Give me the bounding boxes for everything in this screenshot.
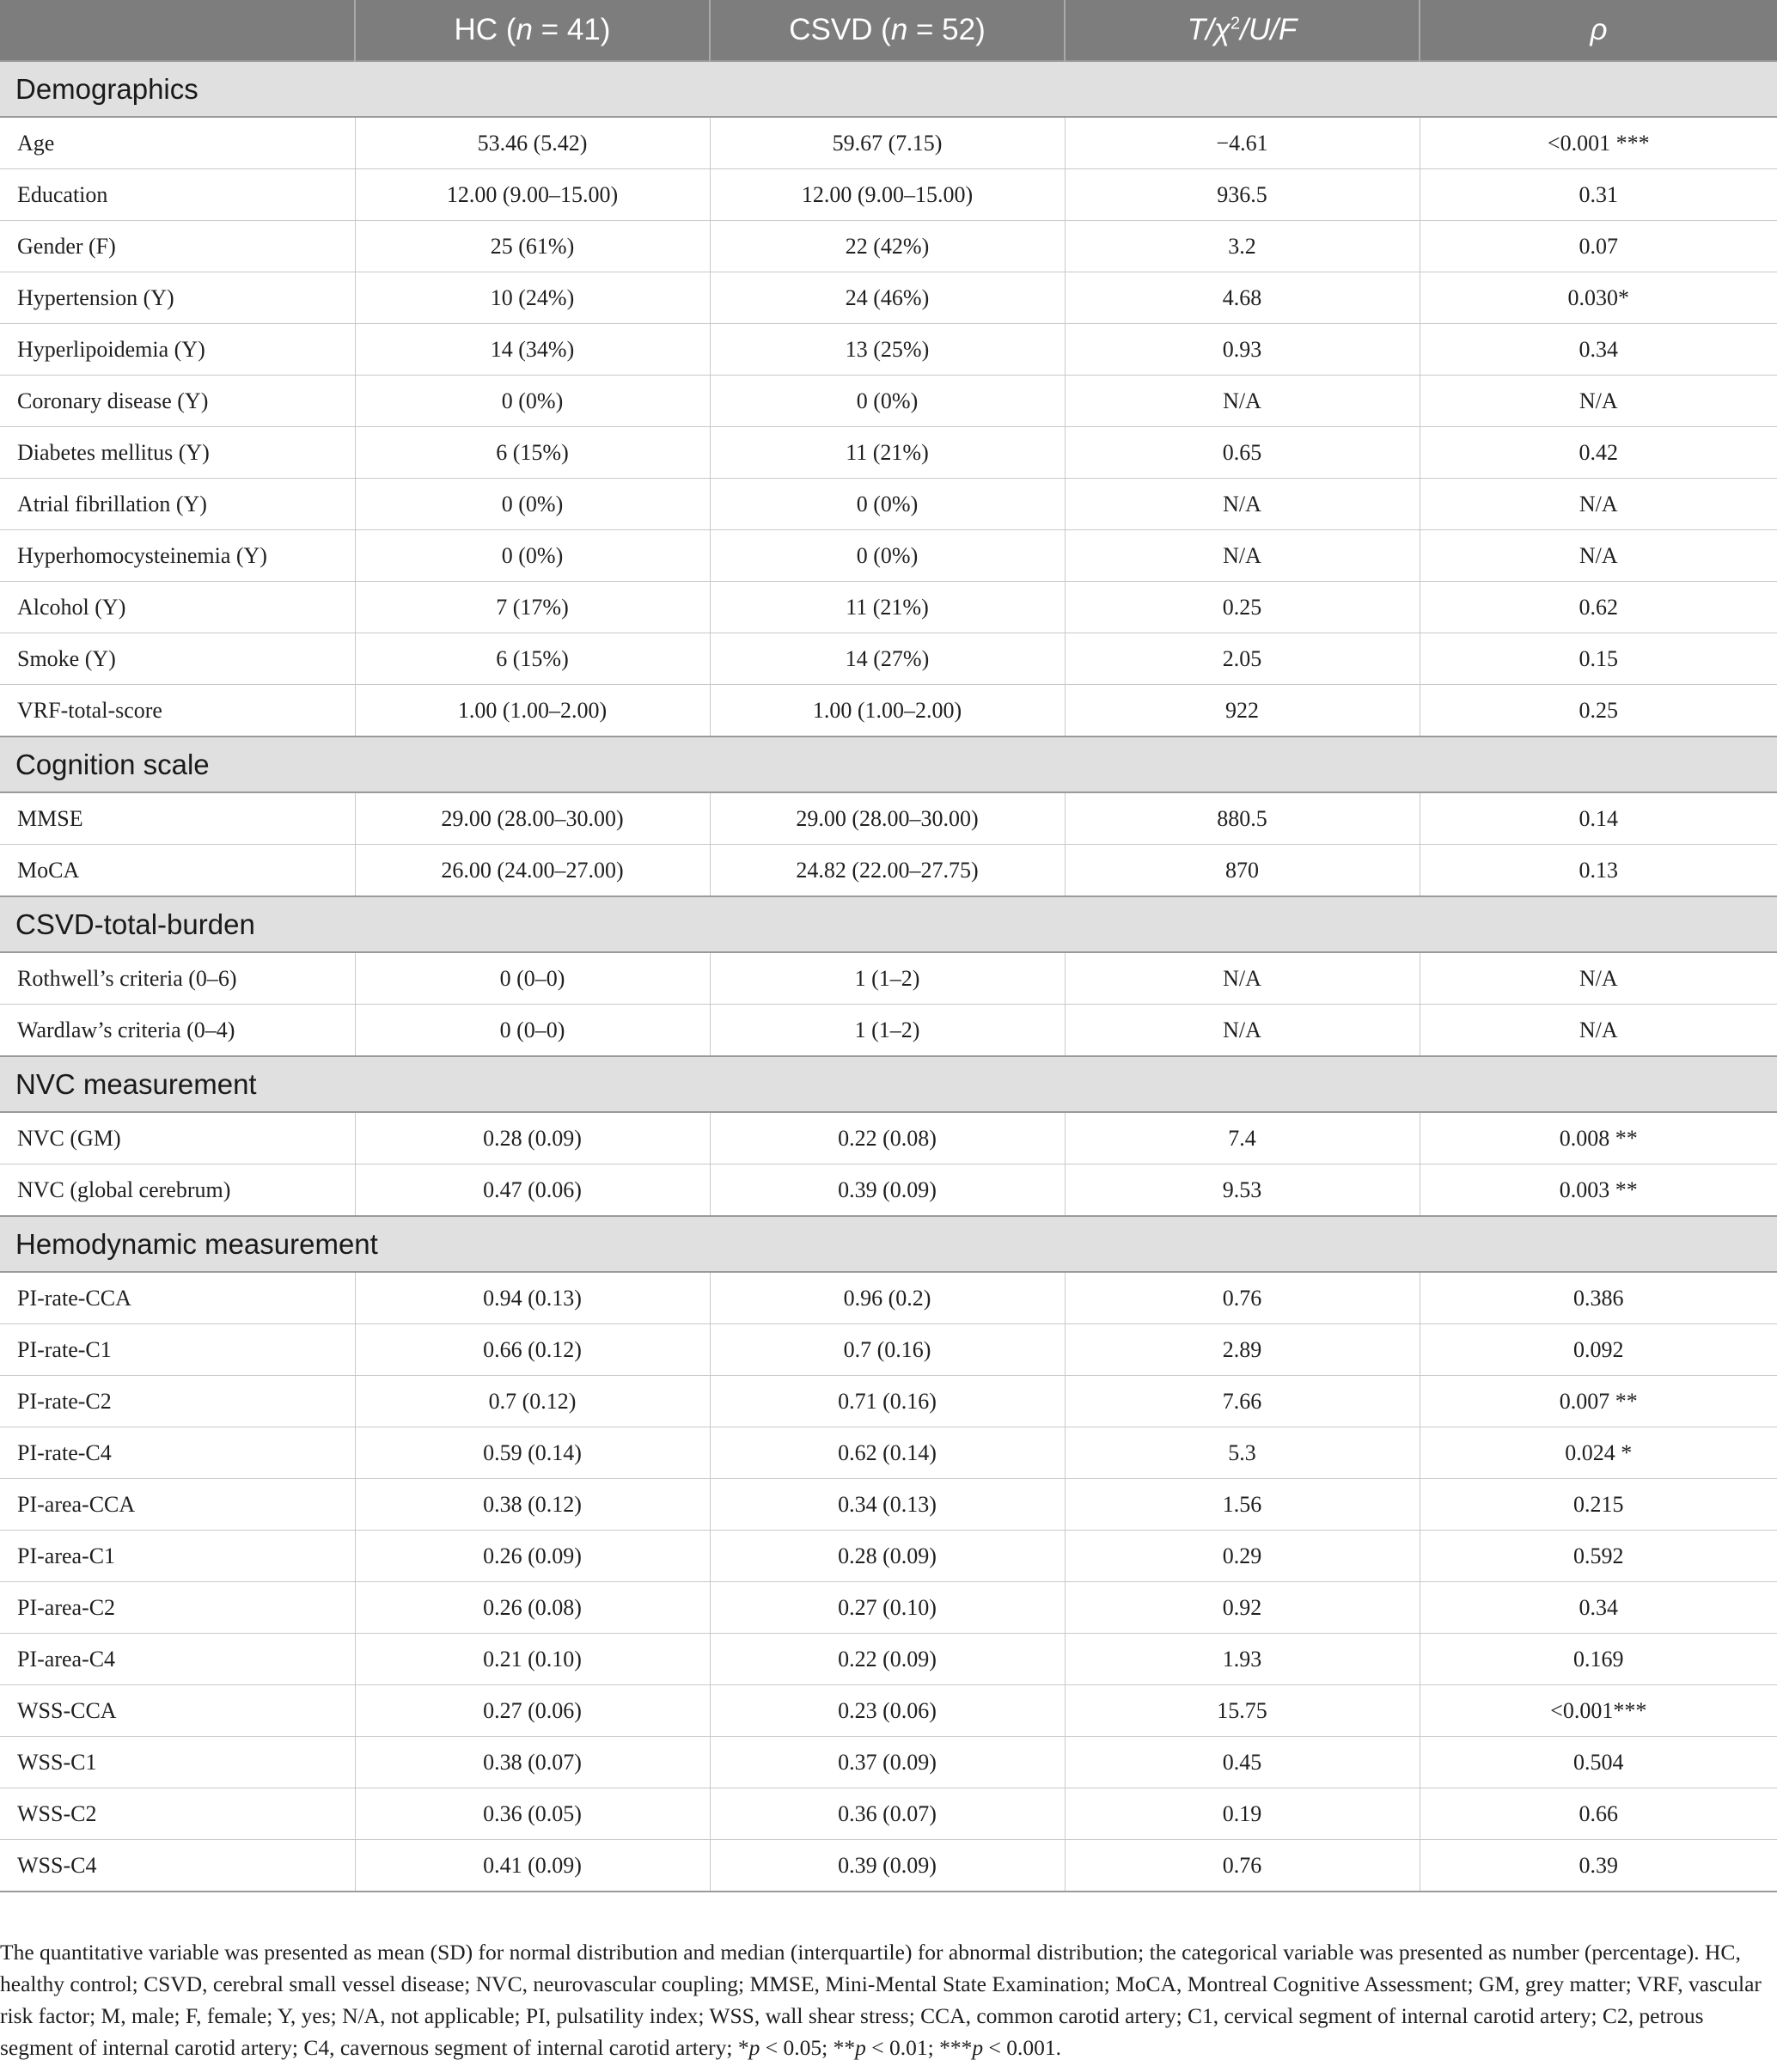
statistic-cell: N/A [1065, 530, 1420, 582]
p-value-cell: 0.007 ** [1420, 1376, 1777, 1427]
header-csvd: CSVD (n = 52) [710, 0, 1065, 61]
hc-value-cell: 25 (61%) [355, 221, 710, 272]
variable-cell: VRF-total-score [0, 685, 355, 737]
p-value-cell: N/A [1420, 530, 1777, 582]
p-value-cell: 0.092 [1420, 1324, 1777, 1376]
variable-cell: MMSE [0, 792, 355, 845]
variable-cell: NVC (GM) [0, 1112, 355, 1164]
variable-cell: PI-area-C1 [0, 1531, 355, 1582]
csvd-value-cell: 29.00 (28.00–30.00) [710, 792, 1065, 845]
table-row [0, 1324, 1777, 1376]
variable-cell: Rothwell’s criteria (0–6) [0, 952, 355, 1005]
statistic-cell: 0.76 [1065, 1272, 1420, 1324]
section-header-row [0, 1056, 1777, 1112]
statistic-cell: 936.5 [1065, 169, 1420, 221]
hc-value-cell: 0 (0%) [355, 376, 710, 427]
header-p-value: ρ [1420, 0, 1777, 61]
variable-cell: NVC (global cerebrum) [0, 1164, 355, 1217]
csvd-value-cell: 24 (46%) [710, 272, 1065, 324]
csvd-value-cell: 0.27 (0.10) [710, 1582, 1065, 1634]
csvd-value-cell: 0.39 (0.09) [710, 1164, 1065, 1217]
csvd-value-cell: 0.62 (0.14) [710, 1427, 1065, 1479]
p-value-cell: 0.030* [1420, 272, 1777, 324]
table-row [0, 792, 1777, 845]
p-value-cell: 0.14 [1420, 792, 1777, 845]
hc-value-cell: 6 (15%) [355, 427, 710, 479]
csvd-value-cell: 0.71 (0.16) [710, 1376, 1065, 1427]
statistic-cell: 9.53 [1065, 1164, 1420, 1217]
section-title: Hemodynamic measurement [0, 1216, 1777, 1272]
section-header-row [0, 737, 1777, 792]
statistic-cell: 0.25 [1065, 582, 1420, 633]
table-row [0, 1531, 1777, 1582]
variable-cell: PI-rate-C4 [0, 1427, 355, 1479]
csvd-value-cell: 1.00 (1.00–2.00) [710, 685, 1065, 737]
variable-cell: Coronary disease (Y) [0, 376, 355, 427]
hc-value-cell: 14 (34%) [355, 324, 710, 376]
variable-cell: PI-area-CCA [0, 1479, 355, 1531]
hc-value-cell: 1.00 (1.00–2.00) [355, 685, 710, 737]
csvd-value-cell: 0.34 (0.13) [710, 1479, 1065, 1531]
table-row [0, 1272, 1777, 1324]
table-row [0, 952, 1777, 1005]
statistic-cell: 1.93 [1065, 1634, 1420, 1685]
statistic-cell: N/A [1065, 1005, 1420, 1057]
statistic-cell: 0.29 [1065, 1531, 1420, 1582]
section-title: NVC measurement [0, 1056, 1777, 1112]
statistic-cell: 0.65 [1065, 427, 1420, 479]
table-row [0, 221, 1777, 272]
p-value-cell: 0.008 ** [1420, 1112, 1777, 1164]
statistic-cell: 880.5 [1065, 792, 1420, 845]
statistic-cell: 0.45 [1065, 1737, 1420, 1788]
hc-value-cell: 0.38 (0.12) [355, 1479, 710, 1531]
statistic-cell: 15.75 [1065, 1685, 1420, 1737]
header-hc: HC (n = 41) [355, 0, 710, 61]
table-row [0, 1164, 1777, 1217]
variable-cell: PI-rate-C1 [0, 1324, 355, 1376]
table-row [0, 1582, 1777, 1634]
hc-value-cell: 0.41 (0.09) [355, 1840, 710, 1892]
csvd-value-cell: 0.96 (0.2) [710, 1272, 1065, 1324]
variable-cell: WSS-C1 [0, 1737, 355, 1788]
p-value-cell: 0.07 [1420, 221, 1777, 272]
statistic-cell: 922 [1065, 685, 1420, 737]
hc-value-cell: 0.59 (0.14) [355, 1427, 710, 1479]
hc-value-cell: 6 (15%) [355, 633, 710, 685]
csvd-value-cell: 0.23 (0.06) [710, 1685, 1065, 1737]
p-value-cell: 0.592 [1420, 1531, 1777, 1582]
p-value-cell: 0.39 [1420, 1840, 1777, 1892]
hc-value-cell: 0.26 (0.09) [355, 1531, 710, 1582]
variable-cell: WSS-C2 [0, 1788, 355, 1840]
csvd-value-cell: 14 (27%) [710, 633, 1065, 685]
section-title: CSVD-total-burden [0, 896, 1777, 952]
table-row [0, 1376, 1777, 1427]
p-value-cell: <0.001 *** [1420, 117, 1777, 169]
variable-cell: PI-rate-C2 [0, 1376, 355, 1427]
csvd-value-cell: 22 (42%) [710, 221, 1065, 272]
csvd-value-cell: 24.82 (22.00–27.75) [710, 845, 1065, 897]
hc-value-cell: 0.66 (0.12) [355, 1324, 710, 1376]
variable-cell: Education [0, 169, 355, 221]
p-value-cell: 0.024 * [1420, 1427, 1777, 1479]
variable-cell: WSS-CCA [0, 1685, 355, 1737]
hc-value-cell: 10 (24%) [355, 272, 710, 324]
csvd-value-cell: 13 (25%) [710, 324, 1065, 376]
statistic-cell: N/A [1065, 376, 1420, 427]
statistic-cell: 0.19 [1065, 1788, 1420, 1840]
variable-cell: Gender (F) [0, 221, 355, 272]
hc-value-cell: 0.21 (0.10) [355, 1634, 710, 1685]
hc-value-cell: 0.38 (0.07) [355, 1737, 710, 1788]
table-row [0, 376, 1777, 427]
statistic-cell: 7.4 [1065, 1112, 1420, 1164]
table-row [0, 1005, 1777, 1057]
variable-cell: Smoke (Y) [0, 633, 355, 685]
statistic-cell: 0.93 [1065, 324, 1420, 376]
variable-cell: Diabetes mellitus (Y) [0, 427, 355, 479]
table-row [0, 1634, 1777, 1685]
table-row [0, 1427, 1777, 1479]
p-value-cell: 0.34 [1420, 1582, 1777, 1634]
variable-cell: PI-area-C2 [0, 1582, 355, 1634]
variable-cell: Hyperlipoidemia (Y) [0, 324, 355, 376]
variable-cell: Wardlaw’s criteria (0–4) [0, 1005, 355, 1057]
statistic-cell: 1.56 [1065, 1479, 1420, 1531]
csvd-value-cell: 0.22 (0.08) [710, 1112, 1065, 1164]
variable-cell: Age [0, 117, 355, 169]
csvd-value-cell: 11 (21%) [710, 427, 1065, 479]
table-row [0, 845, 1777, 897]
p-value-cell: N/A [1420, 376, 1777, 427]
variable-cell: Alcohol (Y) [0, 582, 355, 633]
hc-value-cell: 0 (0–0) [355, 1005, 710, 1057]
table-row [0, 1737, 1777, 1788]
p-value-cell: 0.169 [1420, 1634, 1777, 1685]
variable-cell: WSS-C4 [0, 1840, 355, 1892]
csvd-value-cell: 0 (0%) [710, 376, 1065, 427]
statistic-cell: 0.92 [1065, 1582, 1420, 1634]
section-title: Demographics [0, 61, 1777, 117]
hc-value-cell: 0.28 (0.09) [355, 1112, 710, 1164]
csvd-value-cell: 0.37 (0.09) [710, 1737, 1065, 1788]
hc-value-cell: 0 (0%) [355, 479, 710, 530]
table-row [0, 272, 1777, 324]
table-row [0, 1788, 1777, 1840]
header-row [0, 0, 1777, 61]
section-header-row [0, 61, 1777, 117]
csvd-value-cell: 0.36 (0.07) [710, 1788, 1065, 1840]
statistic-cell: 2.89 [1065, 1324, 1420, 1376]
hc-value-cell: 0.7 (0.12) [355, 1376, 710, 1427]
csvd-value-cell: 1 (1–2) [710, 952, 1065, 1005]
table-row [0, 427, 1777, 479]
hc-value-cell: 29.00 (28.00–30.00) [355, 792, 710, 845]
table-footnote: The quantitative variable was presented as mean (SD) for normal distribution and median (interquartile) for abnormal distribution; the categorical variable was presented as number (percentage). HC, healthy control; CSVD, cerebral small vessel disease; NVC, neurovascular coupling; MMSE, Mini-Mental State Examination; MoCA, Montreal Cognitive Assessment; GM, grey matter; VRF, vascular risk factor; M, male; F, female; Y, yes; N/A, not applicable; PI, pulsatility index; WSS, wall shear stress; CCA, common carotid artery; C1, cervical segment of internal carotid artery; C2, petrous segment of internal carotid artery; C4, cavernous segment of internal carotid artery; *p < 0.05; **p < 0.01; ***p < 0.001. [0, 1940, 1762, 2060]
statistic-cell: 4.68 [1065, 272, 1420, 324]
table-row [0, 479, 1777, 530]
table-body [0, 61, 1777, 1892]
statistic-cell: 0.76 [1065, 1840, 1420, 1892]
csvd-value-cell: 12.00 (9.00–15.00) [710, 169, 1065, 221]
csvd-value-cell: 0 (0%) [710, 530, 1065, 582]
hc-value-cell: 0 (0%) [355, 530, 710, 582]
csvd-value-cell: 1 (1–2) [710, 1005, 1065, 1057]
p-value-cell: 0.504 [1420, 1737, 1777, 1788]
table-row [0, 169, 1777, 221]
hc-value-cell: 0.26 (0.08) [355, 1582, 710, 1634]
p-value-cell: 0.66 [1420, 1788, 1777, 1840]
hc-value-cell: 0.94 (0.13) [355, 1272, 710, 1324]
p-value-cell: 0.003 ** [1420, 1164, 1777, 1217]
p-value-cell: 0.34 [1420, 324, 1777, 376]
p-value-cell: 0.215 [1420, 1479, 1777, 1531]
table-row [0, 1112, 1777, 1164]
section-header-row [0, 896, 1777, 952]
header-statistic: $T/\chi^2/U/F$ [1065, 0, 1420, 61]
variable-cell: MoCA [0, 845, 355, 897]
variable-cell: Hyperhomocysteinemia (Y) [0, 530, 355, 582]
table-row [0, 1479, 1777, 1531]
csvd-value-cell: 0.22 (0.09) [710, 1634, 1065, 1685]
p-value-cell: 0.386 [1420, 1272, 1777, 1324]
csvd-value-cell: 59.67 (7.15) [710, 117, 1065, 169]
p-value-cell: N/A [1420, 479, 1777, 530]
statistic-cell: 870 [1065, 845, 1420, 897]
table-row [0, 633, 1777, 685]
table-row [0, 1840, 1777, 1892]
table-row [0, 530, 1777, 582]
csvd-value-cell: 0.7 (0.16) [710, 1324, 1065, 1376]
p-value-cell: 0.15 [1420, 633, 1777, 685]
hc-value-cell: 7 (17%) [355, 582, 710, 633]
variable-cell: PI-rate-CCA [0, 1272, 355, 1324]
hc-value-cell: 53.46 (5.42) [355, 117, 710, 169]
hc-value-cell: 0.36 (0.05) [355, 1788, 710, 1840]
csvd-value-cell: 0.39 (0.09) [710, 1840, 1065, 1892]
statistic-cell: 7.66 [1065, 1376, 1420, 1427]
statistic-cell: −4.61 [1065, 117, 1420, 169]
statistic-cell: 5.3 [1065, 1427, 1420, 1479]
statistic-cell: 3.2 [1065, 221, 1420, 272]
statistic-cell: 2.05 [1065, 633, 1420, 685]
section-header-row [0, 1216, 1777, 1272]
p-value-cell: 0.13 [1420, 845, 1777, 897]
p-value-cell: <0.001*** [1420, 1685, 1777, 1737]
hc-value-cell: 12.00 (9.00–15.00) [355, 169, 710, 221]
table-row [0, 582, 1777, 633]
p-value-cell: N/A [1420, 952, 1777, 1005]
header-variable [0, 0, 355, 61]
csvd-value-cell: 11 (21%) [710, 582, 1065, 633]
hc-value-cell: 0.47 (0.06) [355, 1164, 710, 1217]
table-header [0, 0, 1777, 61]
table-row [0, 117, 1777, 169]
variable-cell: Hypertension (Y) [0, 272, 355, 324]
csvd-value-cell: 0.28 (0.09) [710, 1531, 1065, 1582]
p-value-cell: 0.62 [1420, 582, 1777, 633]
section-title: Cognition scale [0, 737, 1777, 792]
statistic-cell: N/A [1065, 479, 1420, 530]
variable-cell: PI-area-C4 [0, 1634, 355, 1685]
hc-value-cell: 0.27 (0.06) [355, 1685, 710, 1737]
p-value-cell: N/A [1420, 1005, 1777, 1057]
p-value-cell: 0.25 [1420, 685, 1777, 737]
statistic-cell: N/A [1065, 952, 1420, 1005]
hc-value-cell: 0 (0–0) [355, 952, 710, 1005]
variable-cell: Atrial fibrillation (Y) [0, 479, 355, 530]
p-value-cell: 0.31 [1420, 169, 1777, 221]
table-row [0, 685, 1777, 737]
table-row [0, 324, 1777, 376]
table-row [0, 1685, 1777, 1737]
hc-value-cell: 26.00 (24.00–27.00) [355, 845, 710, 897]
csvd-value-cell: 0 (0%) [710, 479, 1065, 530]
p-value-cell: 0.42 [1420, 427, 1777, 479]
